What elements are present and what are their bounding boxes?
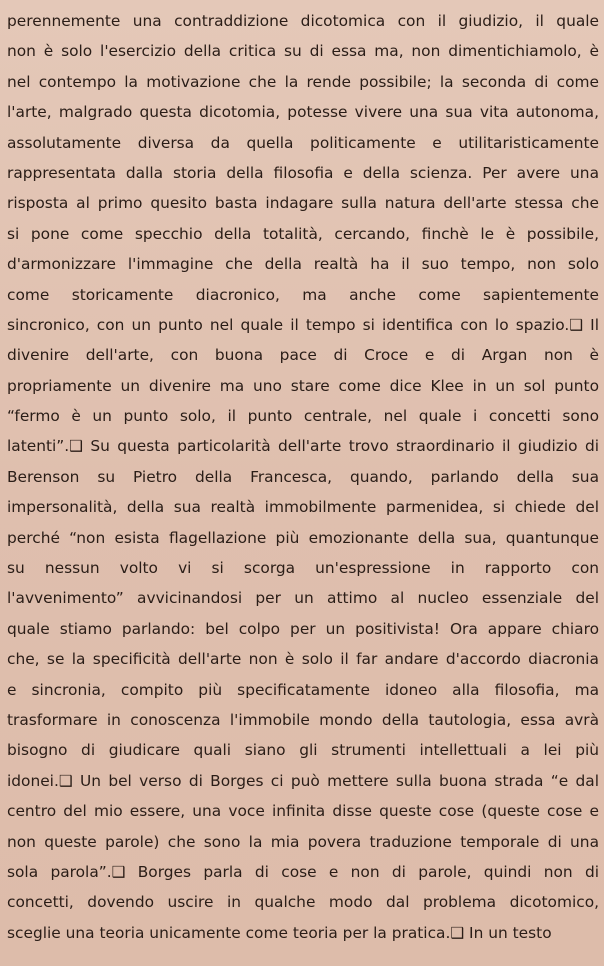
text-line: idonei.❑ Un bel verso di Borges ci può mettere sulla buona strada “e dal: [7, 771, 599, 790]
text-line: non queste parole) che sono la mia povera traduzione temporale di una: [7, 832, 599, 851]
text-line: si pone come specchio della totalità, cercando, finchè le è possibile,: [7, 224, 599, 243]
text-line: latenti”.❑ Su questa particolarità dell'arte trovo straordinario il giudizio di: [7, 437, 599, 456]
text-line: divenire dell'arte, con buona pace di Croce e di Argan non è: [7, 346, 599, 365]
text-line: bisogno di giudicare quali siano gli strumenti intellettuali a lei più: [7, 741, 599, 760]
text-line: sola parola”.❑ Borges parla di cose e non di parole, quindi non di: [7, 862, 599, 881]
text-line: centro del mio essere, una voce infinita disse queste cose (queste cose e: [7, 802, 599, 821]
text-line: l'arte, malgrado questa dicotomia, potesse vivere una sua vita autonoma,: [7, 103, 599, 122]
text-line: impersonalità, della sua realtà immobilmente parmenidea, si chiede del: [7, 498, 599, 517]
text-body: [7, 6, 599, 948]
text-line: quale stiamo parlando: bel colpo per un positivista! Ora appare chiaro: [7, 619, 599, 638]
text-line: l'avvenimento” avvicinandosi per un attimo al nucleo essenziale del: [7, 589, 599, 608]
text-line: rappresentata dalla storia della filosofia e della scienza. Per avere una: [7, 163, 599, 182]
text-line: e sincronia, compito più specificatamente idoneo alla filosofia, ma: [7, 680, 599, 699]
text-line: su nessun volto vi si scorga un'espressione in rapporto con: [7, 559, 599, 578]
text-line: sceglie una teoria unicamente come teoria per la pratica.❑ In un testo: [7, 923, 552, 942]
text-line: risposta al primo quesito basta indagare sulla natura dell'arte stessa che: [7, 194, 599, 213]
text-line: propriamente un divenire ma uno stare come dice Klee in un sol punto: [7, 376, 599, 395]
text-line: perché “non esista flagellazione più emozionante della sua, quantunque: [7, 528, 599, 547]
text-line: d'armonizzare l'immagine che della realtà ha il suo tempo, non solo: [7, 255, 599, 274]
text-line: sincronico, con un punto nel quale il tempo si identifica con lo spazio.❑ Il: [7, 315, 599, 334]
text-line: che, se la specificità dell'arte non è solo il far andare d'accordo diacronia: [7, 650, 599, 669]
text-line: non è solo l'esercizio della critica su di essa ma, non dimentichiamolo, è: [7, 42, 599, 61]
text-line: Berenson su Pietro della Francesca, quando, parlando della sua: [7, 467, 599, 486]
text-line: come storicamente diacronico, ma anche come sapientemente: [7, 285, 599, 304]
text-line: concetti, dovendo uscire in qualche modo dal problema dicotomico,: [7, 893, 599, 912]
text-line: trasformare in conoscenza l'immobile mondo della tautologia, essa avrà: [7, 710, 599, 729]
text-line: nel contempo la motivazione che la rende possibile; la seconda di come: [7, 72, 599, 91]
text-line: assolutamente diversa da quella politicamente e utilitaristicamente: [7, 133, 599, 152]
text-line: “fermo è un punto solo, il punto centrale, nel quale i concetti sono: [7, 407, 599, 426]
text-line: perennemente una contraddizione dicotomica con il giudizio, il quale: [7, 12, 599, 30]
